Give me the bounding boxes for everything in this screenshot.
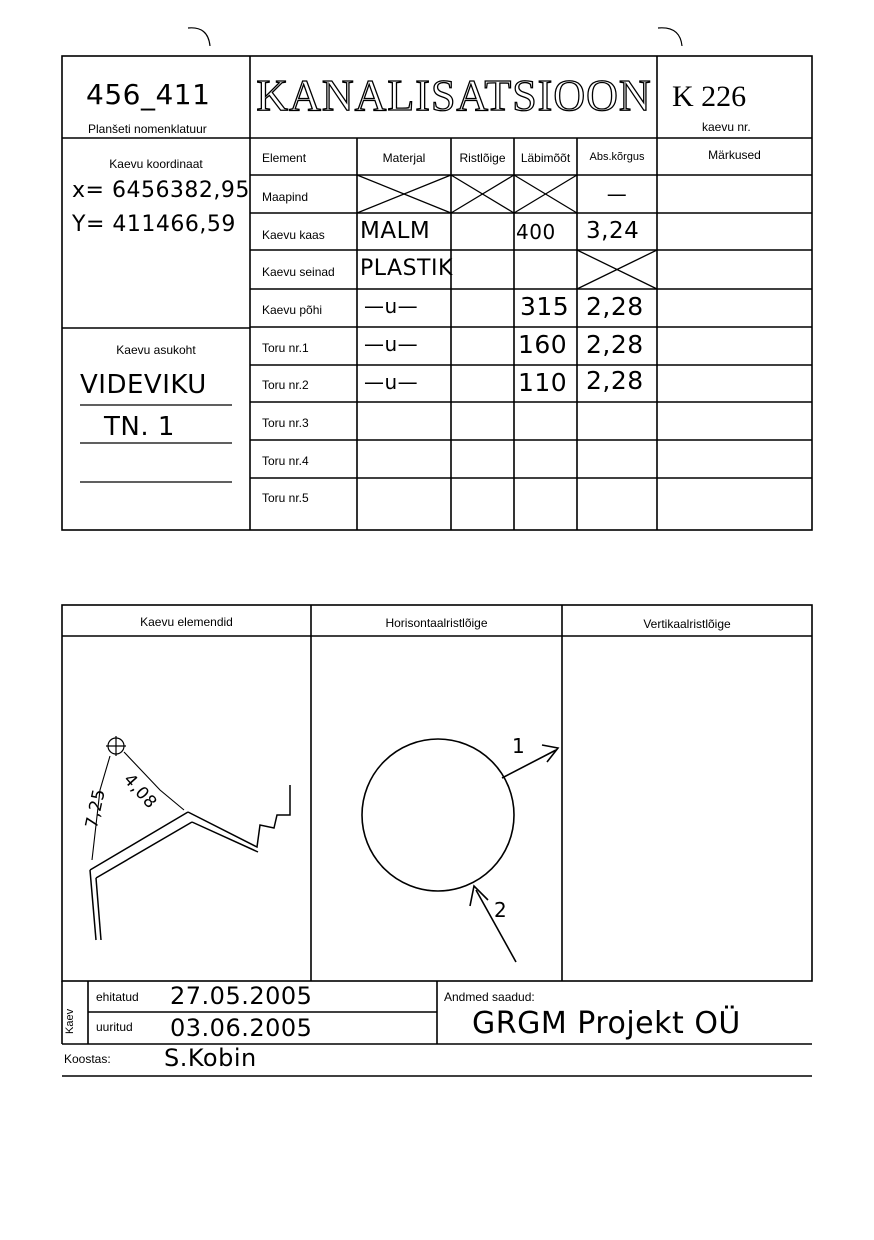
horizontal-section-label: Horisontaalristlõige: [385, 616, 488, 630]
cell-material: —u—: [364, 332, 419, 356]
cell-material: MALM: [360, 218, 431, 244]
cell-height: 2,28: [586, 366, 644, 395]
header-notes: Märkused: [708, 148, 761, 162]
form-title: KANALISATSIOON: [256, 71, 652, 120]
header-element: Element: [262, 151, 307, 165]
built-label: ehitatud: [96, 990, 139, 1004]
row-element: Kaevu seinad: [262, 265, 335, 279]
row-element: Kaevu põhi: [262, 303, 323, 317]
cell-height: 3,24: [586, 218, 640, 244]
well-code: K 226: [672, 80, 747, 113]
header-abs-height: Abs.kõrgus: [589, 151, 645, 163]
coordinate-y: Y= 411466,59: [72, 212, 236, 237]
cell-diameter: 315: [520, 292, 570, 321]
author-value: S.Kobin: [164, 1044, 257, 1072]
vertical-section-label: Vertikaalristlõige: [643, 617, 731, 631]
location-label: Kaevu asukoht: [116, 343, 196, 357]
surveyed-date: 03.06.2005: [170, 1014, 313, 1042]
author-label: Koostas:: [64, 1052, 111, 1066]
row-element: Toru nr.1: [262, 341, 309, 355]
cell-material: —u—: [364, 294, 419, 318]
coordinate-x: x= 6456382,95: [72, 178, 250, 203]
row-element: Toru nr.5: [262, 491, 309, 505]
cell-height: 2,28: [586, 292, 644, 321]
cell-material: PLASTIK: [360, 256, 453, 281]
data-source-label: Andmed saadud:: [444, 990, 535, 1004]
row-element: Toru nr.4: [262, 454, 309, 468]
header-diameter: Läbimõõt: [520, 151, 571, 165]
built-date: 27.05.2005: [170, 982, 313, 1010]
elements-panel-label: Kaevu elemendid: [140, 615, 233, 629]
row-element: Kaevu kaas: [262, 228, 325, 242]
sheet-number: 456_411: [86, 78, 211, 111]
location-line-1: VIDEVIKU: [80, 370, 207, 400]
pipe-2-label: 2: [494, 898, 508, 922]
row-element: Toru nr.2: [262, 378, 309, 392]
cell-height: —: [606, 182, 628, 206]
location-line-2: TN. 1: [104, 412, 175, 442]
sketch-dimension-a: 4,08: [119, 770, 161, 814]
sheet-number-label: Planšeti nomenklatuur: [88, 122, 207, 136]
surveyed-label: uuritud: [96, 1020, 133, 1034]
header-material: Materjal: [382, 151, 426, 165]
cell-diameter: 110: [518, 368, 568, 397]
data-source-value: GRGM Projekt OÜ: [472, 1006, 741, 1041]
coordinates-label: Kaevu koordinaat: [109, 157, 203, 171]
row-element: Toru nr.3: [262, 416, 309, 430]
cell-height: 2,28: [586, 330, 644, 359]
cell-diameter: 400: [516, 220, 556, 244]
cell-material: —u—: [364, 370, 419, 394]
well-code-label: kaevu nr.: [702, 120, 751, 134]
row-element: Maapind: [262, 190, 309, 204]
cell-diameter: 160: [518, 330, 568, 359]
header-cross-section: Ristlõige: [459, 151, 506, 165]
pipe-1-label: 1: [512, 734, 526, 758]
sketch-dimension-b: 7,25: [82, 787, 110, 831]
well-section-label: Kaev: [64, 1008, 76, 1034]
